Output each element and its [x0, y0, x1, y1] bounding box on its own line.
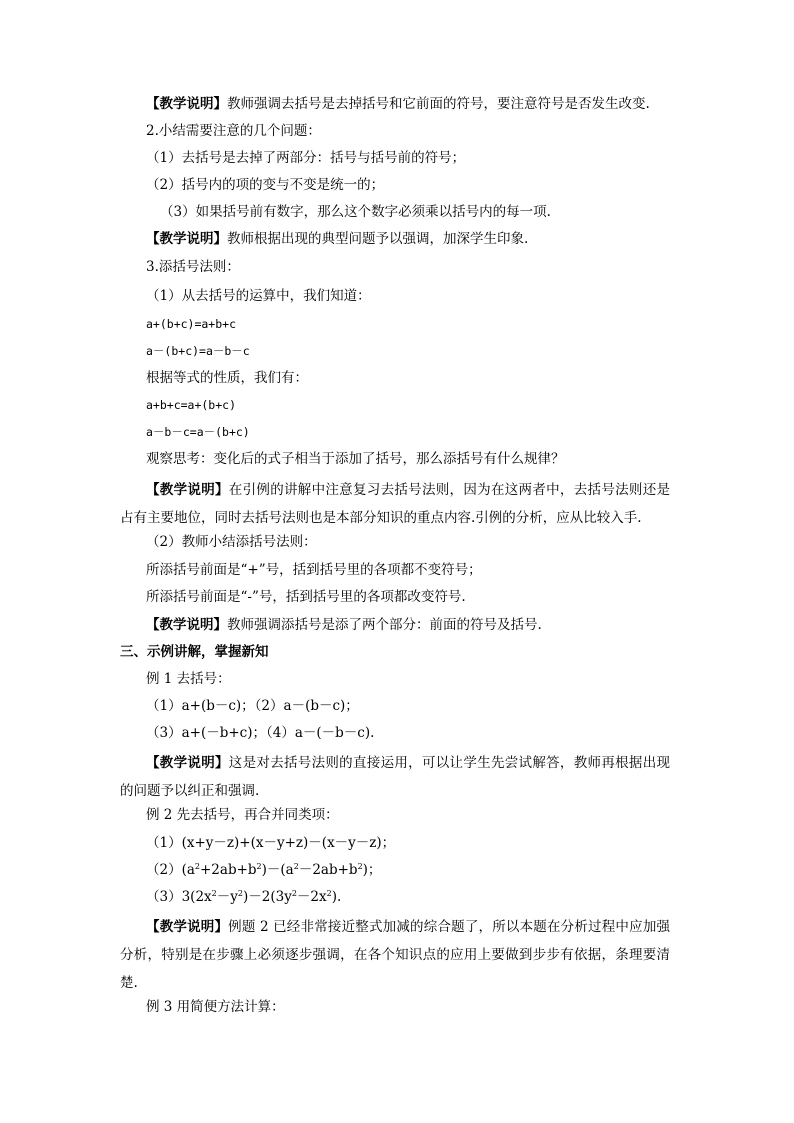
- paragraph: 所添括号前面是“+”号，括到括号里的各项都不变符号；: [146, 562, 482, 578]
- list-item: （3）如果括号前有数字，那么这个数字必须乘以括号内的每一项.: [160, 204, 551, 220]
- list-item: （1）去括号是去掉了两部分：括号与括号前的符号；: [146, 150, 466, 166]
- list-item: （2）教师小结添括号法则：: [146, 534, 317, 550]
- expr-part: （3）3(2x: [146, 889, 212, 905]
- paragraph: 所添括号前面是“-”号，括到括号里的各项都改变符号.: [146, 589, 466, 605]
- exercise-line: （3）a+(－b+c)；（4）a－(－b－c).: [146, 725, 375, 741]
- expr-part: －2ab+b: [298, 862, 358, 878]
- note-tag: 【教学说明】: [146, 617, 227, 633]
- expr-part: )－2(3y: [242, 889, 292, 905]
- note-tag: 【教学说明】: [146, 755, 229, 771]
- section-heading: 2.小结需要注意的几个问题：: [146, 123, 321, 139]
- note-text: 教师强调去括号是去掉括号和它前面的符号，要注意符号是否发生改变.: [227, 96, 650, 112]
- note-text: 教师根据出现的典型问题予以强调，加深学生印象.: [227, 231, 529, 247]
- example-heading: 例 2 先去括号，再合并同类项：: [146, 807, 339, 823]
- exponent: 2: [357, 862, 363, 871]
- expr-part: －2x: [296, 889, 327, 905]
- exponent: 2: [237, 889, 243, 898]
- note-tag: 【教学说明】: [146, 96, 227, 112]
- note-text: 在引例的讲解中注意复习去括号法则，因为在这两者中，去括号法则还是占有主要地位，同时去括号法则也是本部分知识的重点内容.引例的分析，应从比较入手.: [120, 482, 671, 526]
- expr-part: （2）(a: [146, 862, 195, 878]
- exponent: 2: [194, 862, 200, 871]
- exponent: 2: [291, 889, 297, 898]
- formula-line: a+(b+c)=a+b+c: [146, 317, 237, 331]
- teaching-note: [120, 749, 670, 805]
- teaching-note: [120, 615, 670, 635]
- paragraph: 根据等式的性质，我们有：: [146, 370, 308, 386]
- exercise-line: （1）a+(b－c)；（2）a－(b－c)；: [146, 698, 359, 714]
- note-text: 例题 2 已经非常接近整式加减的综合题了，所以本题在分析过程中应加强分析，特别是在步骤上必须逐步强调，在各个知识点的应用上要做到步步有依据，条理要清楚.: [120, 919, 671, 991]
- note-text: 教师强调添括号是添了两个部分：前面的符号及括号.: [227, 617, 542, 633]
- expr-part: +2ab+b: [200, 862, 257, 878]
- list-item: （1）从去括号的运算中，我们知道：: [146, 288, 371, 304]
- expr-part: ).: [331, 889, 342, 905]
- exponent: 2: [256, 862, 262, 871]
- formula-line: a－(b+c)=a－b－c: [146, 344, 250, 358]
- exercise-line: （1）(x+y－z)+(x－y+z)－(x－y－z)；: [146, 835, 396, 851]
- example-heading: 例 3 用简便方法计算：: [146, 999, 285, 1015]
- section-heading: 3.添括号法则：: [146, 259, 240, 275]
- teaching-note: [120, 913, 670, 997]
- exponent: 2: [326, 889, 332, 898]
- exercise-line: [120, 887, 670, 907]
- note-tag: 【教学说明】: [146, 919, 229, 935]
- teaching-note: [120, 94, 670, 114]
- expr-part: －y: [216, 889, 238, 905]
- paragraph: 观察思考：变化后的式子相当于添加了括号，那么添括号有什么规律？: [146, 451, 565, 467]
- note-text: 这是对去括号法则的直接运用，可以让学生先尝试解答，教师再根据出现的问题予以纠正和强调.: [120, 755, 671, 799]
- expr-part: )；: [362, 862, 382, 878]
- section-title: 三、示例讲解，掌握新知: [120, 644, 269, 660]
- formula-line: a－b－c=a－(b+c): [146, 425, 250, 439]
- teaching-note: [120, 476, 670, 532]
- note-tag: 【教学说明】: [146, 231, 227, 247]
- exponent: 2: [293, 862, 299, 871]
- teaching-note: [120, 229, 670, 249]
- expr-part: )－(a: [261, 862, 294, 878]
- note-tag: 【教学说明】: [146, 482, 229, 498]
- example-heading: 例 1 去括号：: [146, 671, 231, 687]
- formula-line: a+b+c=a+(b+c): [146, 398, 237, 412]
- list-item: （2）括号内的项的变与不变是统一的；: [146, 177, 385, 193]
- exponent: 2: [211, 889, 217, 898]
- exercise-line: [120, 860, 670, 880]
